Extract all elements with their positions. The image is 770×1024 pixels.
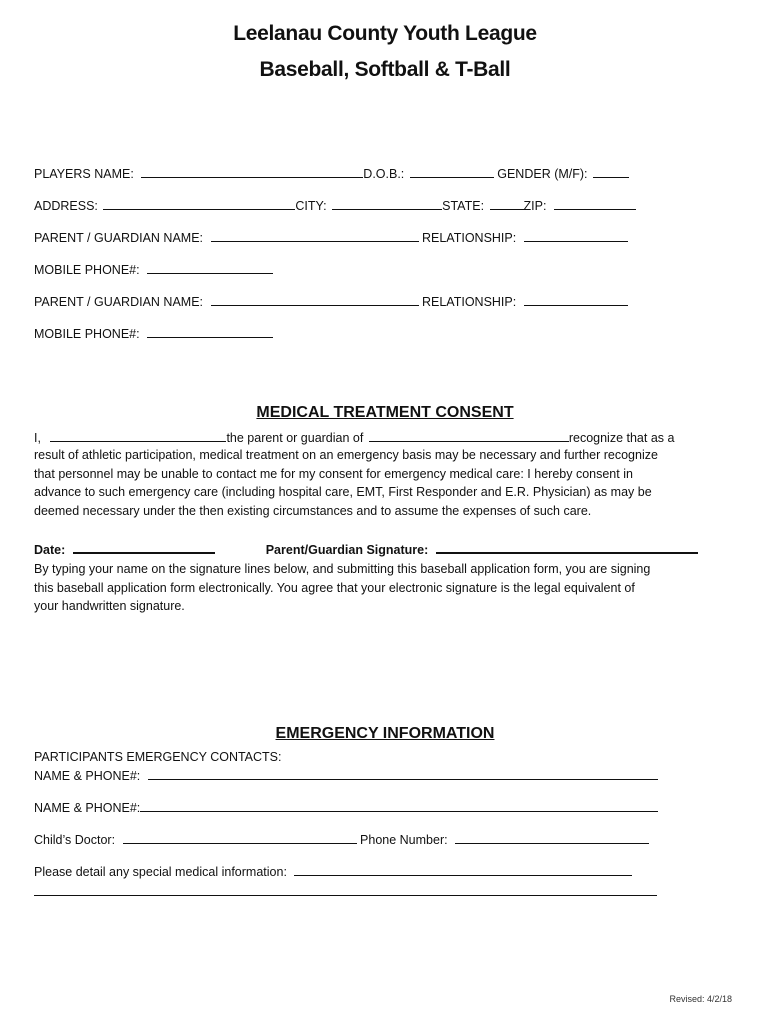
address-row [34, 197, 636, 214]
relationship2-field[interactable] [524, 293, 628, 306]
signature-field[interactable] [436, 540, 698, 554]
medical-info-extra-line[interactable] [34, 895, 657, 896]
gender-field[interactable] [593, 165, 629, 178]
relationship2-label: RELATIONSHIP: [421, 295, 517, 309]
esign-line3: your handwritten signature. [34, 599, 185, 613]
signature-label: Parent/Guardian Signature: [265, 543, 429, 557]
phone-number-label: Phone Number: [360, 833, 448, 847]
zip-field[interactable] [554, 197, 636, 210]
medical-info-row [34, 863, 632, 880]
name-phone2-row [34, 799, 658, 816]
guardian2-label: PARENT / GUARDIAN NAME: [34, 295, 204, 309]
consent-first-line [34, 429, 674, 446]
esign-line2: this baseball application form electronically. You agree that your electronic signature is the legal equivalent of [34, 580, 635, 595]
mobile2-label: MOBILE PHONE#: [34, 327, 140, 341]
name-phone1-label: NAME & PHONE#: [34, 769, 141, 783]
doctor-row [34, 831, 649, 848]
dob-field[interactable] [410, 165, 494, 178]
players-name-row [34, 165, 629, 182]
relationship1-label: RELATIONSHIP: [421, 231, 517, 245]
players-name-label: PLAYERS NAME: [34, 167, 134, 181]
medical-info-label: Please detail any special medical information: [34, 865, 287, 879]
doctor-label: Child’s Doctor: [34, 833, 116, 847]
consent-child-name-field[interactable] [369, 429, 569, 442]
dob-label: D.O.B.: [363, 167, 405, 181]
address-field[interactable] [103, 197, 295, 210]
consent-body-line4: advance to such emergency care (including hospital care, EMT, First Responder and E.R. Physician) as may be [34, 485, 652, 499]
form-title-line1: Leelanau County Youth League [233, 22, 537, 45]
emergency-contacts-label: PARTICIPANTS EMERGENCY CONTACTS: [34, 750, 282, 764]
city-field[interactable] [332, 197, 442, 210]
state-field[interactable] [490, 197, 524, 210]
city-label: CITY: [295, 199, 327, 213]
mobile1-label: MOBILE PHONE#: [34, 263, 140, 277]
consent-recognize-text: recognize that as a [568, 431, 675, 445]
address-label: ADDRESS: [34, 199, 98, 213]
doctor-phone-field[interactable] [455, 831, 649, 844]
form-title-line2: Baseball, Softball & T-Ball [259, 58, 511, 81]
doctor-field[interactable] [123, 831, 357, 844]
guardian2-field[interactable] [211, 293, 419, 306]
players-name-field[interactable] [141, 165, 363, 178]
date-label: Date: [34, 543, 66, 557]
state-label: STATE: [442, 199, 485, 213]
mobile2-field[interactable] [147, 325, 273, 338]
name-phone1-field[interactable] [148, 767, 658, 780]
medical-consent-heading: MEDICAL TREATMENT CONSENT [256, 404, 514, 421]
esign-line1: By typing your name on the signature lines below, and submitting this baseball application form, you are signing [34, 562, 651, 576]
consent-body-line2: result of athletic participation, medical treatment on an emergency basis may be necessary and further recognize [34, 448, 658, 462]
consent-body-line5: deemed necessary under the then existing circumstances and to assume the expenses of such care. [34, 503, 592, 518]
consent-i-label: I, [34, 431, 41, 445]
guardian2-row [34, 293, 628, 310]
name-phone1-row [34, 767, 658, 784]
guardian1-label: PARENT / GUARDIAN NAME: [34, 231, 204, 245]
medical-info-field[interactable] [294, 863, 632, 876]
mobile2-row [34, 325, 273, 342]
consent-parent-name-field[interactable] [50, 429, 226, 442]
consent-body [34, 446, 734, 520]
guardian1-field[interactable] [211, 229, 419, 242]
consent-guardian-of-text: the parent or guardian of [226, 431, 364, 445]
consent-body-line3: that personnel may be unable to contact me for my consent for emergency medical care: I hereby consent in [34, 466, 633, 481]
guardian1-row [34, 229, 628, 246]
emergency-heading: EMERGENCY INFORMATION [275, 725, 495, 742]
zip-label: ZIP: [523, 199, 547, 213]
revised-date: Revised: 4/2/18 [669, 994, 732, 1004]
name-phone2-field[interactable] [140, 799, 658, 812]
gender-label: GENDER (M/F): [497, 167, 588, 181]
mobile1-field[interactable] [147, 261, 273, 274]
esign-notice [34, 560, 734, 616]
name-phone2-label: NAME & PHONE#: [34, 801, 141, 815]
date-field[interactable] [73, 540, 215, 554]
date-signature-row [34, 540, 698, 558]
relationship1-field[interactable] [524, 229, 628, 242]
mobile1-row [34, 261, 273, 278]
